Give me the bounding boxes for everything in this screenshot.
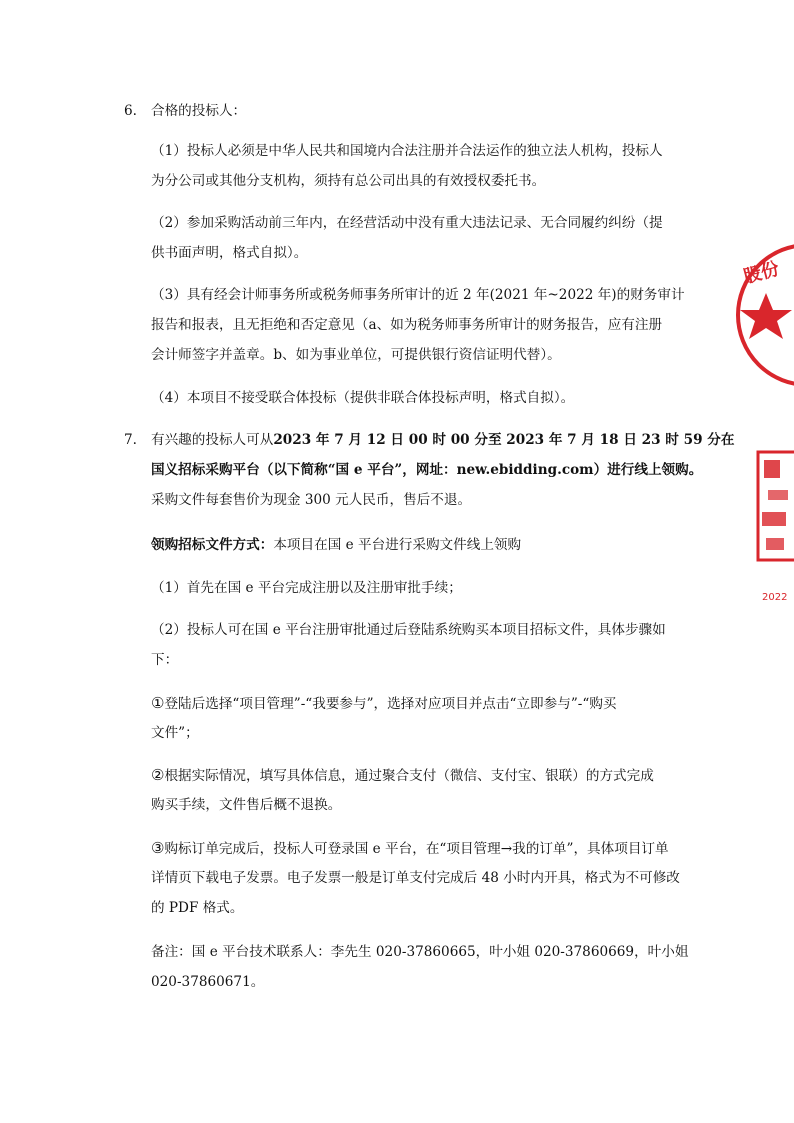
requirement-3-line-3: 会计师签字并盖章。b、如为事业单位，可提供银行资信证明代替）。 <box>151 347 561 363</box>
section-6-heading: 合格的投标人： <box>151 103 247 119</box>
step-2-line-2: 下： <box>151 652 179 668</box>
sub-step-1-line-2: 文件”； <box>151 725 199 741</box>
side-stamp-graphic <box>752 450 794 610</box>
requirement-3-line-1: （3）具有经会计师事务所或税务师事务所审计的近 2 年(2021 年~2022 年)的财务审计 <box>151 287 685 303</box>
circled-three-marker: ③ <box>151 839 165 857</box>
section-7-number: 7. <box>124 432 137 448</box>
requirement-2-line-1: （2）参加采购活动前三年内，在经营活动中没有重大违法记录、无合同履约纠纷（提 <box>151 215 663 231</box>
circled-one-marker: ① <box>151 694 165 712</box>
star-icon <box>740 293 792 339</box>
purchase-method-text: 本项目在国 e 平台进行采购文件线上领购 <box>273 537 522 553</box>
requirement-4-line-1: （4）本项目不接受联合体投标（提供非联合体投标声明，格式自拟）。 <box>151 390 575 406</box>
section-6-number: 6. <box>124 103 137 119</box>
sub-step-1-line-1 <box>151 693 617 714</box>
sub-step-2-line-1 <box>151 765 654 786</box>
step-2-line-1: （2）投标人可在国 e 平台注册审批通过后登陆系统购买本项目招标文件，具体步骤如 <box>151 622 666 638</box>
seal-graphic <box>728 235 794 395</box>
sub-step-2-text: 根据实际情况，填写具体信息，通过聚合支付（微信、支付宝、银联）的方式完成 <box>164 768 654 784</box>
side-stamp-text: 2022 <box>762 592 788 603</box>
requirement-3-line-2: 报告和报表，且无拒绝和否定意见（a、如为税务师事务所审计的财务报告，应有注册 <box>151 317 663 333</box>
section-7-intro-line-1 <box>151 430 734 450</box>
seal-text: 股份 <box>741 258 782 288</box>
side-stamp <box>752 450 794 610</box>
sub-step-3-text: 购标订单完成后，投标人可登录国 e 平台，在“项目管理→我的订单”，具体项目订单 <box>164 841 669 857</box>
sub-step-3-line-1 <box>151 838 669 859</box>
sub-step-2-line-2: 购买手续，文件售后概不退换。 <box>151 797 342 813</box>
purchase-period: 2023 年 7 月 12 日 00 时 00 分至 2023 年 7 月 18 日 23 时 59 分在 <box>273 432 735 448</box>
requirement-1-line-1: （1）投标人必须是中华人民共和国境内合法注册并合法运作的独立法人机构，投标人 <box>151 143 663 159</box>
purchase-method <box>151 535 521 555</box>
contact-note-line-2: 020-37860671。 <box>151 974 265 990</box>
step-1: （1）首先在国 e 平台完成注册以及注册审批手续； <box>151 580 462 596</box>
company-seal <box>728 235 794 395</box>
circled-two-marker: ② <box>151 766 165 784</box>
section-7-intro-line-3: 采购文件每套售价为现金 300 元人民币，售后不退。 <box>151 492 472 508</box>
contact-note-line-1: 备注：国 e 平台技术联系人：李先生 020-37860665，叶小姐 020-37860669，叶小姐 <box>151 944 689 960</box>
purchase-method-label: 领购招标文件方式： <box>151 537 274 553</box>
section-7-intro-line-2: 国义招标采购平台（以下简称“国 e 平台”，网址：new.ebidding.com）进行线上领购。 <box>151 462 703 478</box>
requirement-2-line-2: 供书面声明，格式自拟）。 <box>151 245 308 261</box>
sub-step-3-line-3: 的 PDF 格式。 <box>151 900 244 916</box>
requirement-1-line-2: 为分公司或其他分支机构，须持有总公司出具的有效授权委托书。 <box>151 173 546 189</box>
sub-step-3-line-2: 详情页下载电子发票。电子发票一般是订单支付完成后 48 小时内开具，格式为不可修改 <box>151 870 680 886</box>
sub-step-1-text: 登陆后选择“项目管理”-“我要参与”，选择对应项目并点击“立即参与”-“购买 <box>164 696 617 712</box>
intro-text: 有兴趣的投标人可从 <box>151 432 274 448</box>
